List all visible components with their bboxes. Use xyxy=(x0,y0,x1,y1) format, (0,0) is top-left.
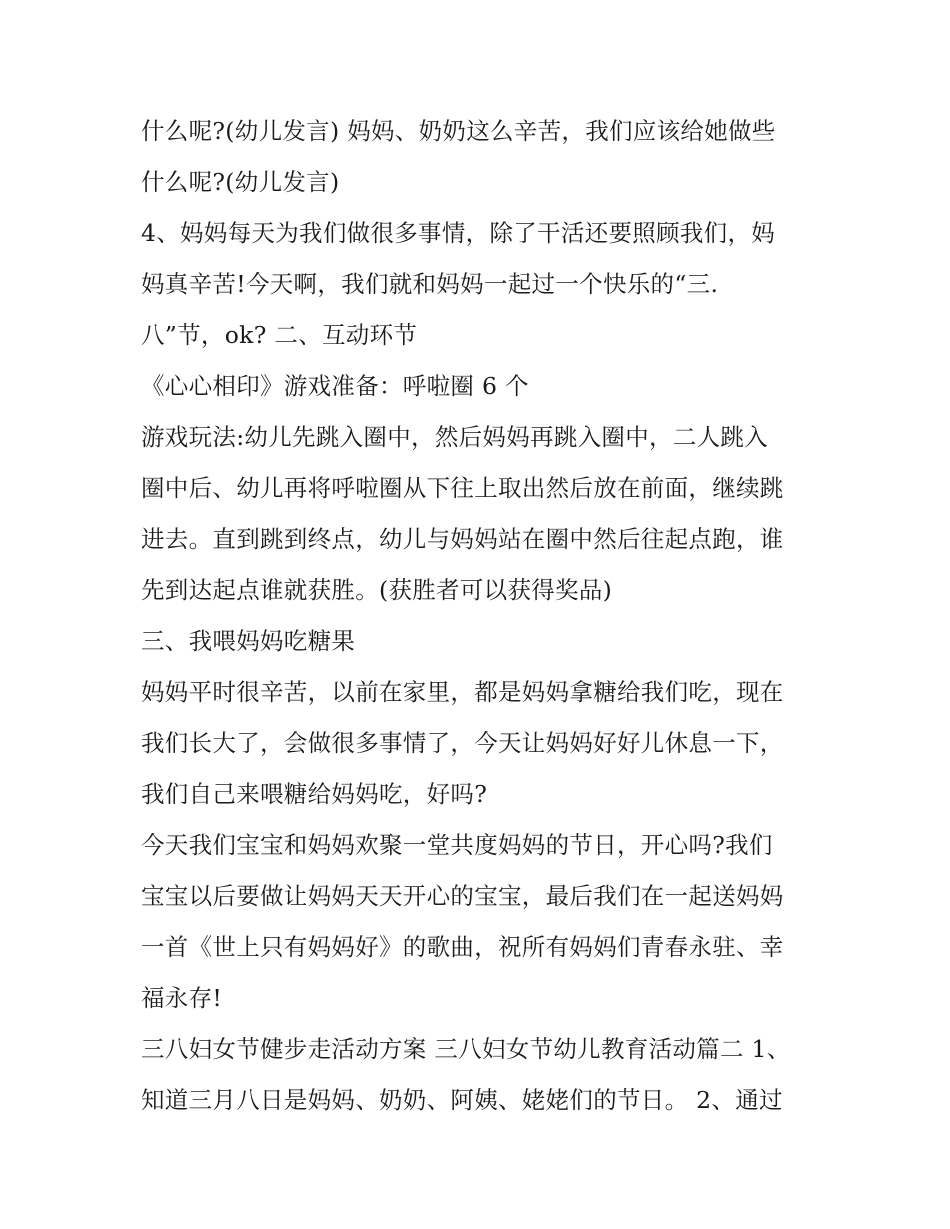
text-line: 一首《世上只有妈妈好》的歌曲，祝所有妈妈们青春永驻、幸 xyxy=(141,933,784,961)
text-line: 八”节，ok? 二、互动环节 xyxy=(141,321,418,349)
text-line: 4、妈妈每天为我们做很多事情，除了干活还要照顾我们，妈 xyxy=(141,219,776,247)
text-line: 先到达起点谁就获胜。(获胜者可以获得奖品) xyxy=(141,576,613,604)
text-line: 圈中后、幼儿再将呼啦圈从下往上取出然后放在前面，继续跳 xyxy=(141,474,784,502)
text-line: 什么呢?(幼儿发言) xyxy=(141,168,340,196)
text-line: 什么呢?(幼儿发言) 妈妈、奶奶这么辛苦，我们应该给她做些 xyxy=(141,117,776,145)
text-line: 《心心相印》游戏准备：呼啦圈 6 个 xyxy=(141,372,529,400)
text-line: 三八妇女节健步走活动方案 三八妇女节幼儿教育活动篇二 1、 xyxy=(141,1035,791,1063)
text-line: 今天我们宝宝和妈妈欢聚一堂共度妈妈的节日，开心吗?我们 xyxy=(141,831,773,859)
text-line: 我们自己来喂糖给妈妈吃，好吗? xyxy=(141,780,488,808)
text-line: 妈真辛苦!今天啊，我们就和妈妈一起过一个快乐的“三. xyxy=(141,270,719,298)
text-line: 福永存! xyxy=(141,984,223,1012)
text-line: 知道三月八日是妈妈、奶奶、阿姨、姥姥们的节日。 2、通过 xyxy=(141,1086,783,1114)
document-body xyxy=(141,106,821,1126)
text-line: 我们长大了，会做很多事情了，今天让妈妈好好儿休息一下， xyxy=(141,729,784,757)
text-line: 妈妈平时很辛苦，以前在家里，都是妈妈拿糖给我们吃，现在 xyxy=(141,678,784,706)
section-heading: 三、我喂妈妈吃糖果 xyxy=(141,627,356,655)
text-line: 游戏玩法:幼儿先跳入圈中，然后妈妈再跳入圈中，二人跳入 xyxy=(141,423,769,451)
text-line: 进去。直到跳到终点，幼儿与妈妈站在圈中然后往起点跑，谁 xyxy=(141,525,784,553)
text-line: 宝宝以后要做让妈妈天天开心的宝宝，最后我们在一起送妈妈 xyxy=(141,882,784,910)
